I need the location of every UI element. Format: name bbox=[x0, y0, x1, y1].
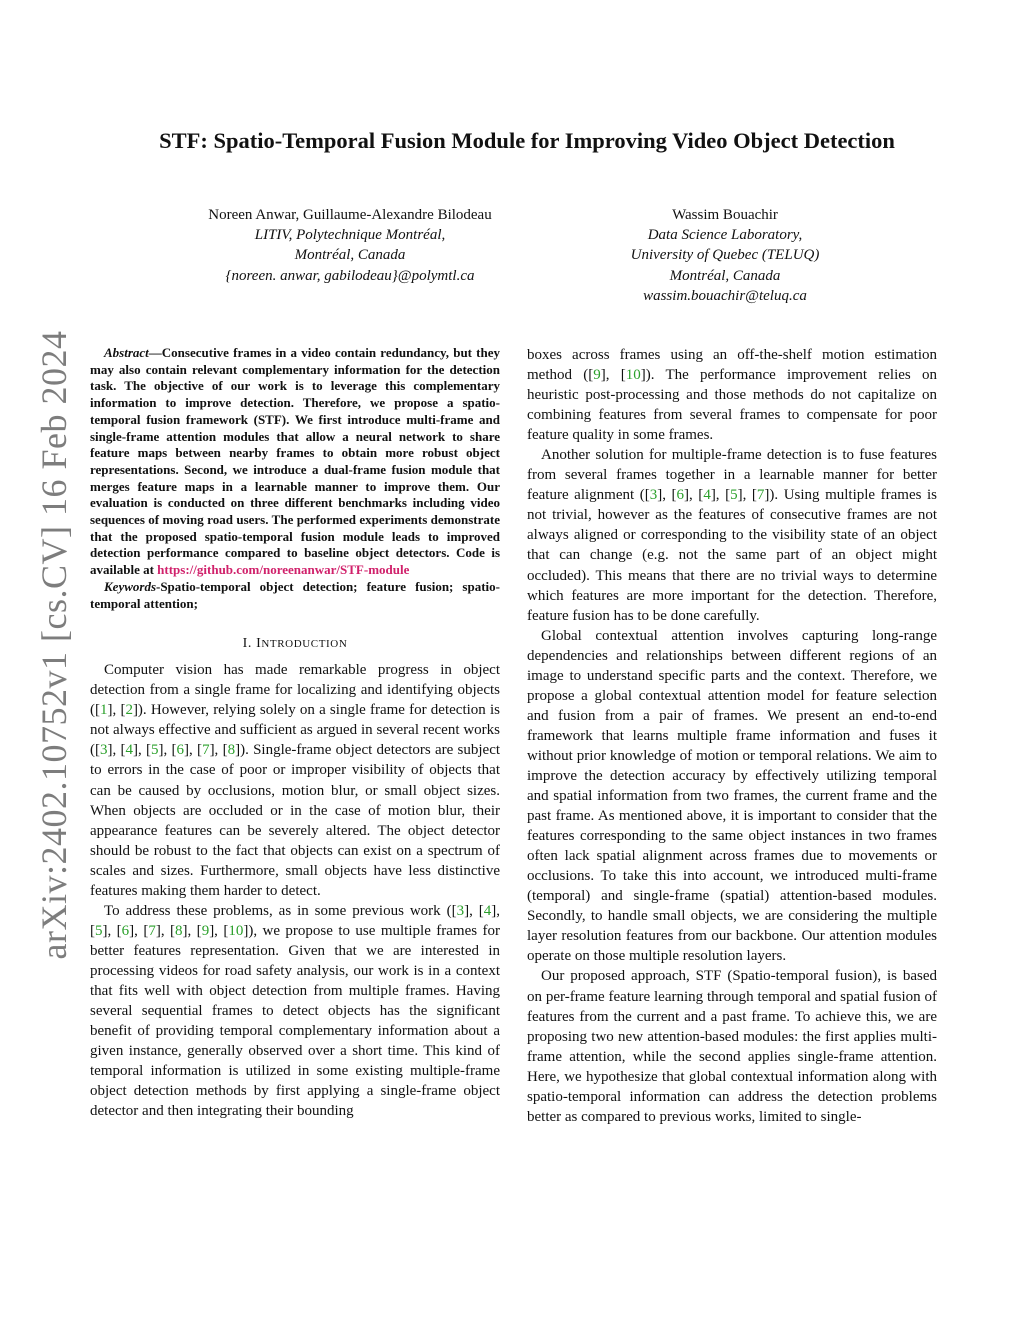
citation-link[interactable]: 8 bbox=[175, 922, 183, 939]
paper-title: STF: Spatio-Temporal Fusion Module for Improving Video Object Detection bbox=[159, 128, 895, 153]
section-number: I. bbox=[242, 636, 252, 652]
section-title-initial: I bbox=[256, 636, 262, 652]
author-block-left bbox=[185, 205, 515, 286]
citation-link[interactable]: 3 bbox=[100, 742, 108, 759]
section-heading-introduction bbox=[90, 634, 500, 654]
keywords bbox=[90, 579, 500, 612]
intro-paragraph-3: boxes across frames using an off-the-shelf motion estimation method ([9], [10]). The performance improvement relies on heuristic post-processing and those methods do not capitalize on combining features from several frames to compensate for poor feature quality in some frames. bbox=[527, 347, 937, 444]
citation-link[interactable]: 4 bbox=[483, 902, 492, 919]
intro-paragraph-1: Computer vision has made remarkable progress in object detection from a single frame for localizing and identifying objects ([1], [2]). However, relying solely on a single frame for detection is not always effective and sufficient as argued in several recent works ([3], [4], [5], [6], [7], [8]). Single-frame object detectors are subject to errors in the case of poor or improper visibility of objects that can be caused by occlusions, motion blur, or small object sizes. When objects are occluded or in the case of motion blur, their appearance features can be severely altered. The object detector should be robust to the fact that objects can exist on a spectrum of scales and sizes. Furthermore, small objects have less distinctive features making them harder to detect. bbox=[90, 662, 501, 899]
citation-link[interactable]: 2 bbox=[125, 702, 133, 719]
author-affiliation: Data Science Laboratory, bbox=[647, 227, 803, 244]
citation-link[interactable]: 7 bbox=[202, 742, 210, 759]
citation-link[interactable]: 1 bbox=[100, 702, 108, 719]
abstract-label: Abstract bbox=[104, 345, 149, 360]
author-block-right bbox=[600, 205, 850, 306]
author-affiliation: LITIV, Polytechnique Montréal, bbox=[254, 227, 446, 244]
citation-link[interactable]: 9 bbox=[593, 367, 601, 384]
citation-link[interactable]: 6 bbox=[676, 487, 685, 504]
abstract-text: —Consecutive frames in a video contain redundancy, but they may also contain relevant complementary information for the detection task. The objective of our work is to leverage this complementary information to improve detection. Therefore, we propose a spatio-temporal fusion framework (STF). We first introduce multi-frame and single-frame attention modules that allow a neural network to share feature maps between nearby frames to obtain more robust object representations. Second, we introduce a dual-frame fusion module that merges feature maps in a learnable manner to improve them. Our evaluation is conducted on three different benchmarks including video sequences of moving road users. The performed experiments demonstrate that the proposed spatio-temporal fusion module leads to improved detection performance compared to baseline object detectors. Code is available at bbox=[90, 345, 500, 578]
author-names: Noreen Anwar, Guillaume-Alexandre Bilodeau bbox=[208, 207, 492, 223]
intro-paragraph-2: To address these problems, as in some previous work ([3], [4], [5], [6], [7], [8], [9], [10]), we propose to use multiple frames for better features representation. Given that we are interested in processing videos for road safety analysis, our work is in a context that fits well with object detection from multiple frames. Having several sequential frames to detect objects has the significant benefit of providing temporal complementary information about a given instance, generally observed over a short time. This kind of temporal information is utilized in some existing multiple-frame object detection methods by first applying a single-frame object detector and then integrating their bounding bbox=[90, 902, 501, 1120]
keywords-text: -Spatio-temporal object detection; feature fusion; spatio-temporal attention; bbox=[90, 578, 500, 611]
author-affiliation: Montréal, Canada bbox=[669, 267, 781, 284]
intro-paragraph-6: Our proposed approach, STF (Spatio-temporal fusion), is based on per-frame feature learning through temporal and spatial fusion of features from the current and a past frame. To achieve this, we are proposing two new attention-based modules: the first applies multi-frame attention, while the second applies single-frame attention. Here, we hypothesize that global contextual information along with spatio-temporal information can address the detection problems better as compared to previous works, limited to single- bbox=[527, 968, 937, 1125]
citation-link[interactable]: 4 bbox=[703, 487, 711, 504]
abstract bbox=[90, 345, 500, 579]
citation-link[interactable]: 7 bbox=[148, 922, 156, 939]
citation-link[interactable]: 3 bbox=[649, 487, 658, 504]
author-email[interactable]: wassim.bouachir@teluq.ca bbox=[643, 287, 807, 304]
citation-link[interactable]: 10 bbox=[228, 922, 244, 939]
citation-link[interactable]: 6 bbox=[176, 742, 185, 759]
author-email[interactable]: {noreen. anwar, gabilodeau}@polymtl.ca bbox=[225, 267, 475, 284]
right-column bbox=[527, 345, 937, 1127]
author-names: Wassim Bouachir bbox=[672, 207, 778, 223]
left-column bbox=[90, 345, 500, 1121]
citation-link[interactable]: 7 bbox=[756, 487, 765, 504]
citation-link[interactable]: 5 bbox=[95, 922, 103, 939]
citation-link[interactable]: 3 bbox=[456, 902, 465, 919]
arxiv-stamp: arXiv:2402.10752v1 [cs.CV] 16 Feb 2024 bbox=[34, 330, 74, 960]
section-title-rest: NTRODUCTION bbox=[261, 638, 348, 651]
citation-link[interactable]: 5 bbox=[730, 487, 738, 504]
citation-link[interactable]: 6 bbox=[121, 922, 130, 939]
citation-link[interactable]: 8 bbox=[227, 742, 236, 759]
intro-paragraph-5: Global contextual attention involves capturing long-range dependencies and relationships between different regions of an image to understand specific parts and the context. Therefore, we propose a global contextual attention model for feature selection and fusion from a pair of frames. We present an end-to-end framework that learns multiple frame information and fuses it without prior knowledge of motion or temporal relations. We aim to improve the detection accuracy by effectively utilizing temporal and spatial information from two frames, the current frame and the past frame. As mentioned above, it is important to consider that the features corresponding to the same object instances in two frames often lack spatial alignment across frames due to movements or occlusions. To take this into account, we introduced multi-frame (temporal) and single-frame (spatial) attention-based modules. Secondly, to handle small objects, we are considering the multiple layer resolution features from our backbone. Our attention modules operate on those multiple resolution layers. bbox=[527, 627, 937, 965]
citation-link[interactable]: 4 bbox=[125, 742, 134, 759]
citation-link[interactable]: 5 bbox=[151, 742, 159, 759]
author-affiliation: Montréal, Canada bbox=[294, 247, 406, 264]
citation-link[interactable]: 10 bbox=[625, 367, 641, 384]
keywords-label: Keywords bbox=[104, 578, 156, 594]
author-affiliation: University of Quebec (TELUQ) bbox=[630, 247, 820, 264]
code-link[interactable]: https://github.com/noreenanwar/STF-module bbox=[157, 562, 410, 578]
citation-link[interactable]: 9 bbox=[201, 922, 210, 939]
intro-paragraph-4: Another solution for multiple-frame detection is to fuse features from several frames together in a learnable manner for better feature alignment ([3], [6], [4], [5], [7]). Using multiple frames is not trivial, however as the features of consecutive frames are not always aligned or corresponding to the visibility state of an object that can change (e.g. not the same part of an object might occluded). This means that there are no trivial ways to determine which features are more important for the detection. Therefore, feature fusion has to be done carefully. bbox=[527, 447, 937, 624]
